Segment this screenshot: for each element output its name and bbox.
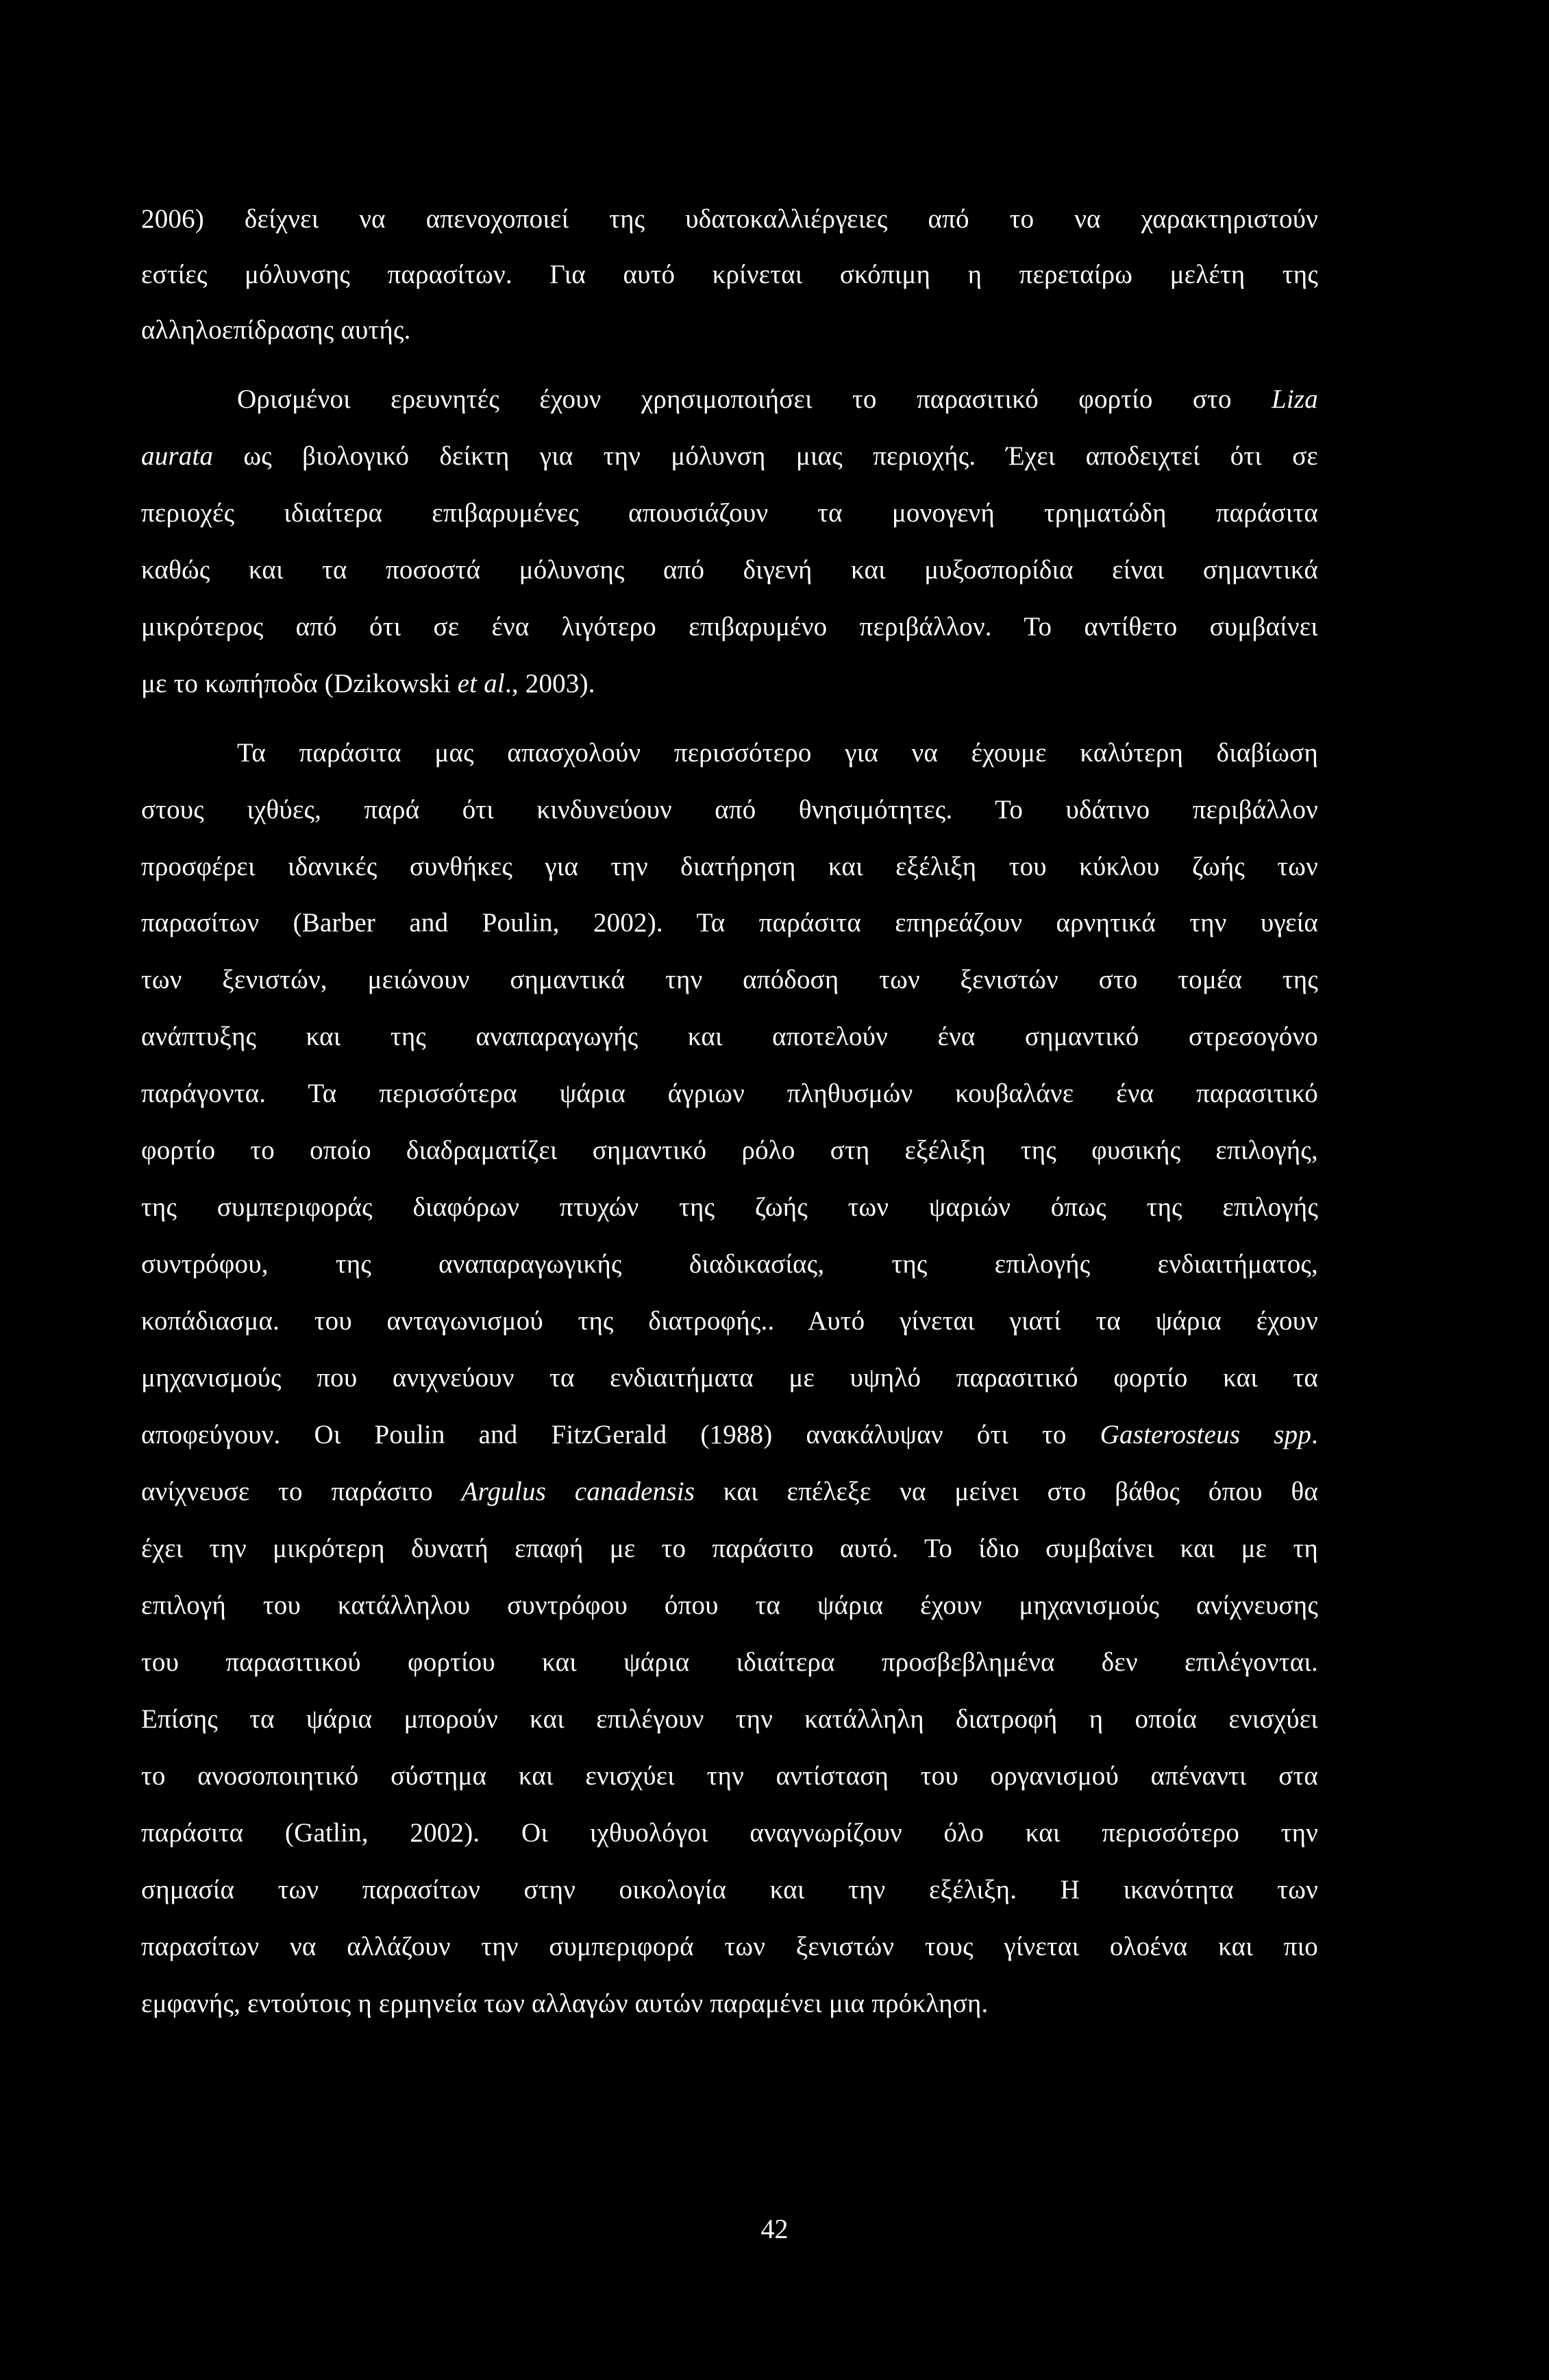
text-line: καθώς και τα ποσοστά μόλυνσης από διγενή και μυξοσπορίδια είναι σημαντικά — [141, 555, 1318, 585]
species-name: Gasterosteus spp — [1100, 1420, 1312, 1449]
text-line: στους ιχθύες, παρά ότι κινδυνεύουν από θνησιμότητες. Το υδάτινο περιβάλλον — [141, 795, 1318, 824]
species-name: Argulus canadensis — [461, 1477, 695, 1506]
text-line: παρασίτων (Barber and Poulin, 2002). Τα παράσιτα επηρεάζουν αρνητικά την υγεία — [141, 908, 1318, 937]
text-span: ., 2003). — [504, 669, 595, 698]
text-line: επιλογή του κατάλληλου συντρόφου όπου τα ψάρια έχουν μηχανισμούς ανίχνευσης — [141, 1591, 1318, 1620]
text-span: ανίχνευσε το παράσιτο — [141, 1477, 462, 1506]
text-line: φορτίο το οποίο διαδραματίζει σημαντικό ρόλο στη εξέλιξη της φυσικής επιλογής, — [141, 1136, 1318, 1165]
text-line: αλληλοεπίδρασης αυτής. — [141, 315, 411, 345]
text-line — [141, 439, 1318, 474]
text-span: με το κωπήποδα (Dzikowski — [141, 669, 458, 698]
text-span: αποφεύγουν. Οι Poulin and FitzGerald (1988) ανακάλυψαν ότι το — [141, 1420, 1100, 1449]
text-line: κοπάδιασμα. του ανταγωνισμού της διατροφής.. Αυτό γίνεται γιατί τα ψάρια έχουν — [141, 1306, 1318, 1336]
page-number: 42 — [760, 2213, 789, 2244]
text-line: έχει την μικρότερη δυνατή επαφή με το παράσιτο αυτό. Το ίδιο συμβαίνει και με τη — [141, 1534, 1318, 1563]
text-line: συντρόφου, της αναπαραγωγικής διαδικασίας, της επιλογής ενδιαιτήματος, — [141, 1249, 1318, 1279]
text-line: 2006) δείχνει να απενοχοποιεί της υδατοκαλλιέργειες από το να χαρακτηριστούν — [141, 204, 1318, 234]
text-line: ανάπτυξης και της αναπαραγωγής και αποτελούν ένα σημαντικό στρεσογόνο — [141, 1022, 1318, 1051]
citation-et-al: et al — [457, 669, 505, 698]
text-line — [237, 382, 1318, 417]
text-line: εμφανής, εντούτοις η ερμηνεία των αλλαγών αυτών παραμένει μια πρόκληση. — [141, 1989, 989, 2018]
species-name: Liza — [1271, 384, 1318, 414]
species-name: aurata — [141, 441, 214, 471]
text-line — [141, 1475, 1318, 1509]
text-line: Επίσης τα ψάρια μπορούν και επιλέγουν την κατάλληλη διατροφή η οποία ενισχύει — [141, 1704, 1318, 1734]
text-span: Ορισμένοι ερευνητές έχουν χρησιμοποιήσει το παρασιτικό φορτίο στο — [237, 384, 1272, 414]
text-line: παράσιτα (Gatlin, 2002). Οι ιχθυολόγοι αναγνωρίζουν όλο και περισσότερο την — [141, 1818, 1318, 1848]
text-line: παράγοντα. Τα περισσότερα ψάρια άγριων πληθυσμών κουβαλάνε ένα παρασιτικό — [141, 1079, 1318, 1108]
text-line: του παρασιτικού φορτίου και ψάρια ιδιαίτερα προσβεβλημένα δεν επιλέγονται. — [141, 1647, 1318, 1677]
text-line: το ανοσοποιητικό σύστημα και ενισχύει την αντίσταση του οργανισμού απέναντι στα — [141, 1761, 1318, 1791]
text-span: και επέλεξε να μείνει στο βάθος όπου θα — [695, 1477, 1318, 1506]
text-line: παρασίτων να αλλάζουν την συμπεριφορά των ξενιστών τους γίνεται ολοένα και πιο — [141, 1932, 1318, 1961]
text-line: μηχανισμούς που ανιχνεύουν τα ενδιαιτήματα με υψηλό παρασιτικό φορτίο και τα — [141, 1363, 1318, 1393]
text-line — [141, 1418, 1318, 1452]
text-line: περιοχές ιδιαίτερα επιβαρυμένες απουσιάζουν τα μονογενή τρηματώδη παράσιτα — [141, 498, 1318, 528]
text-line — [141, 667, 1318, 701]
text-line: εστίες μόλυνσης παρασίτων. Για αυτό κρίνεται σκόπιμη η περεταίρω μελέτη της — [141, 260, 1318, 289]
text-line: σημασία των παρασίτων στην οικολογία και την εξέλιξη. Η ικανότητα των — [141, 1875, 1318, 1904]
text-line: των ξενιστών, μειώνουν σημαντικά την απόδοση των ξενιστών στο τομέα της — [141, 965, 1318, 994]
text-line: της συμπεριφοράς διαφόρων πτυχών της ζωής των ψαριών όπως της επιλογής — [141, 1192, 1318, 1222]
text-span: . — [1311, 1420, 1318, 1449]
text-span: ως βιολογικό δείκτη για την μόλυνση μιας περιοχής. Έχει αποδειχτεί ότι σε — [213, 441, 1318, 471]
text-line: μικρότερος από ότι σε ένα λιγότερο επιβαρυμένο περιβάλλον. Το αντίθετο συμβαίνει — [141, 612, 1318, 641]
text-line: Τα παράσιτα μας απασχολούν περισσότερο για να έχουμε καλύτερη διαβίωση — [237, 738, 1318, 768]
text-line: προσφέρει ιδανικές συνθήκες για την διατήρηση και εξέλιξη του κύκλου ζωής των — [141, 852, 1318, 881]
